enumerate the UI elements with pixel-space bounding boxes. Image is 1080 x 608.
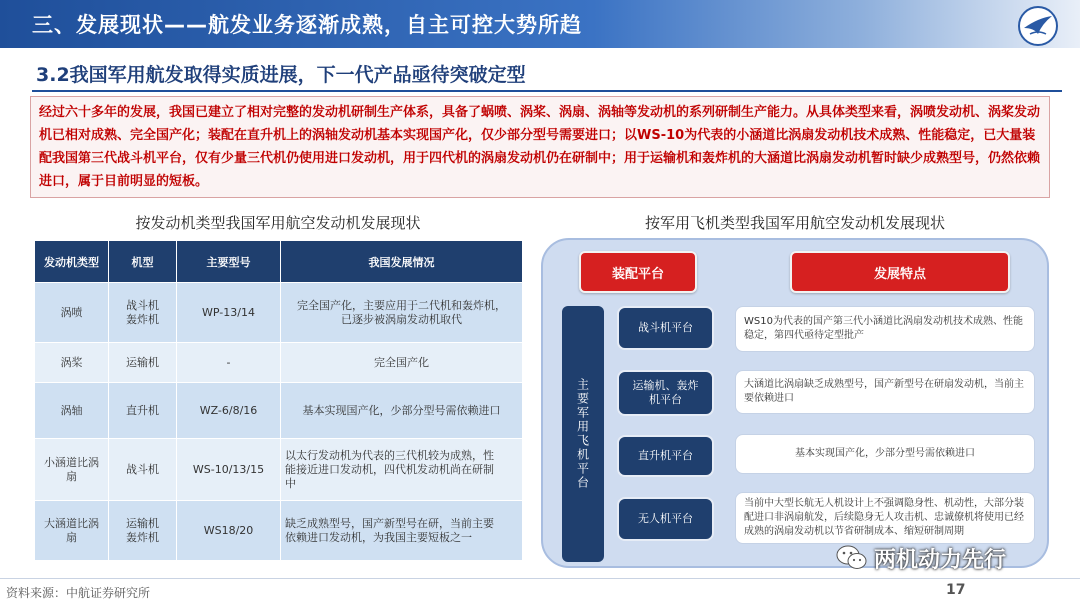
engine-status-table (34, 240, 523, 561)
table-cell: 小涵道比涡 扇 (35, 439, 109, 501)
platform-fighter: 战斗机平台 (617, 306, 714, 350)
table-header-row (35, 241, 523, 283)
table-header-cell: 我国发展情况 (281, 241, 523, 283)
table-cell: 涡桨 (35, 343, 109, 383)
table-cell: 缺乏成熟型号，国产新型号在研，当前主要 依赖进口发动机，为我国主要短板之一 (281, 501, 523, 561)
table-cell: - (177, 343, 281, 383)
table-row (35, 501, 523, 561)
header-assembly-platform: 装配平台 (579, 251, 697, 293)
section-title: 3.2我国军用航发取得实质进展，下一代产品亟待突破定型 (36, 64, 526, 86)
desc-uav: 当前中大型长航无人机设计上不强调隐身性、机动性，大部分装配进口非涡扇航发，后续隐身无人攻击机、忠诚僚机将使用已经成熟的涡扇发动机以节省研制成本、缩短研制周期 (735, 492, 1035, 544)
wechat-icon (836, 544, 868, 572)
platform-uav: 无人机平台 (617, 497, 714, 541)
desc-transport-bomber: 大涵道比涡扇缺乏成熟型号，国产新型号在研扇发动机，当前主要依赖进口 (735, 370, 1035, 414)
table-cell: 运输机 (109, 343, 177, 383)
table-cell: 基本实现国产化，少部分型号需依赖进口 (281, 383, 523, 439)
table-cell: WP-13/14 (177, 283, 281, 343)
right-diagram-caption: 按军用飞机类型我国军用航空发动机发展现状 (644, 214, 945, 232)
intro-box (30, 96, 1050, 198)
table-cell: 完全国产化 (281, 343, 523, 383)
table-cell: 直升机 (109, 383, 177, 439)
table-row (35, 283, 523, 343)
watermark (836, 541, 1006, 575)
table-cell: 涡喷 (35, 283, 109, 343)
table-header-cell: 机型 (109, 241, 177, 283)
desc-fighter: WS10为代表的国产第三代小涵道比涡扇发动机技术成熟、性能稳定，第四代亟待定型批产 (735, 306, 1035, 352)
desc-helicopter: 基本实现国产化，少部分型号需依赖进口 (735, 434, 1035, 474)
table-cell: 涡轴 (35, 383, 109, 439)
table-cell: WZ-6/8/16 (177, 383, 281, 439)
table-cell: 以太行发动机为代表的三代机较为成熟，性 能接近进口发动机，四代机发动机尚在研制 中 (281, 439, 523, 501)
table-row (35, 439, 523, 501)
footer-divider (0, 578, 1080, 579)
section-divider (32, 90, 1062, 92)
table-cell: 大涵道比涡 扇 (35, 501, 109, 561)
table-cell: 战斗机 轰炸机 (109, 283, 177, 343)
vertical-platform-label: 主要军用飞机平台 (562, 306, 604, 562)
table-cell: 运输机 轰炸机 (109, 501, 177, 561)
table-row (35, 383, 523, 439)
platform-helicopter: 直升机平台 (617, 435, 714, 477)
header-development-features: 发展特点 (790, 251, 1010, 293)
platform-transport-bomber: 运输机、轰炸 机平台 (617, 370, 714, 416)
header-title: 三、发展现状——航发业务逐渐成熟，自主可控大势所趋 (32, 13, 582, 37)
table-cell: WS-10/13/15 (177, 439, 281, 501)
avic-logo (1016, 4, 1060, 48)
intro-text: 经过六十多年的发展，我国已建立了相对完整的发动机研制生产体系，具备了蜗喷、涡桨、涡扇、涡轴等发动机的系列研制生产能力。从具体类型来看，涡喷发动机、涡桨发动机已相对成熟、完全国产化；装配在直升机上的涡轴发动机基本实现国产化，仅少部分型号需要进口；以WS-10为代表的小涵道比涡扇发动机技术成熟、性能稳定，已大量装配我国第三代战斗机平台，仅有少量三代机仍使用进口发动机，用于四代机的涡扇发动机仍在研制中；用于运输机和轰炸机的大涵道比涡扇发动机暂时缺少成熟型号，仍然依赖进口，属于目前明显的短板。 (39, 105, 1041, 189)
table-row (35, 343, 523, 383)
watermark-text: 两机动力先行 (874, 547, 1007, 573)
table-cell: 完全国产化，主要应用于二代机和轰炸机， 已逐步被涡扇发动机取代 (281, 283, 523, 343)
table-header-cell: 发动机类型 (35, 241, 109, 283)
source-note: 资料来源：中航证券研究所 (6, 586, 151, 600)
page-number: 17 (946, 582, 966, 598)
table-cell: 战斗机 (109, 439, 177, 501)
left-table-caption: 按发动机类型我国军用航空发动机发展现状 (135, 214, 421, 232)
table-cell: WS18/20 (177, 501, 281, 561)
table-header-cell: 主要型号 (177, 241, 281, 283)
